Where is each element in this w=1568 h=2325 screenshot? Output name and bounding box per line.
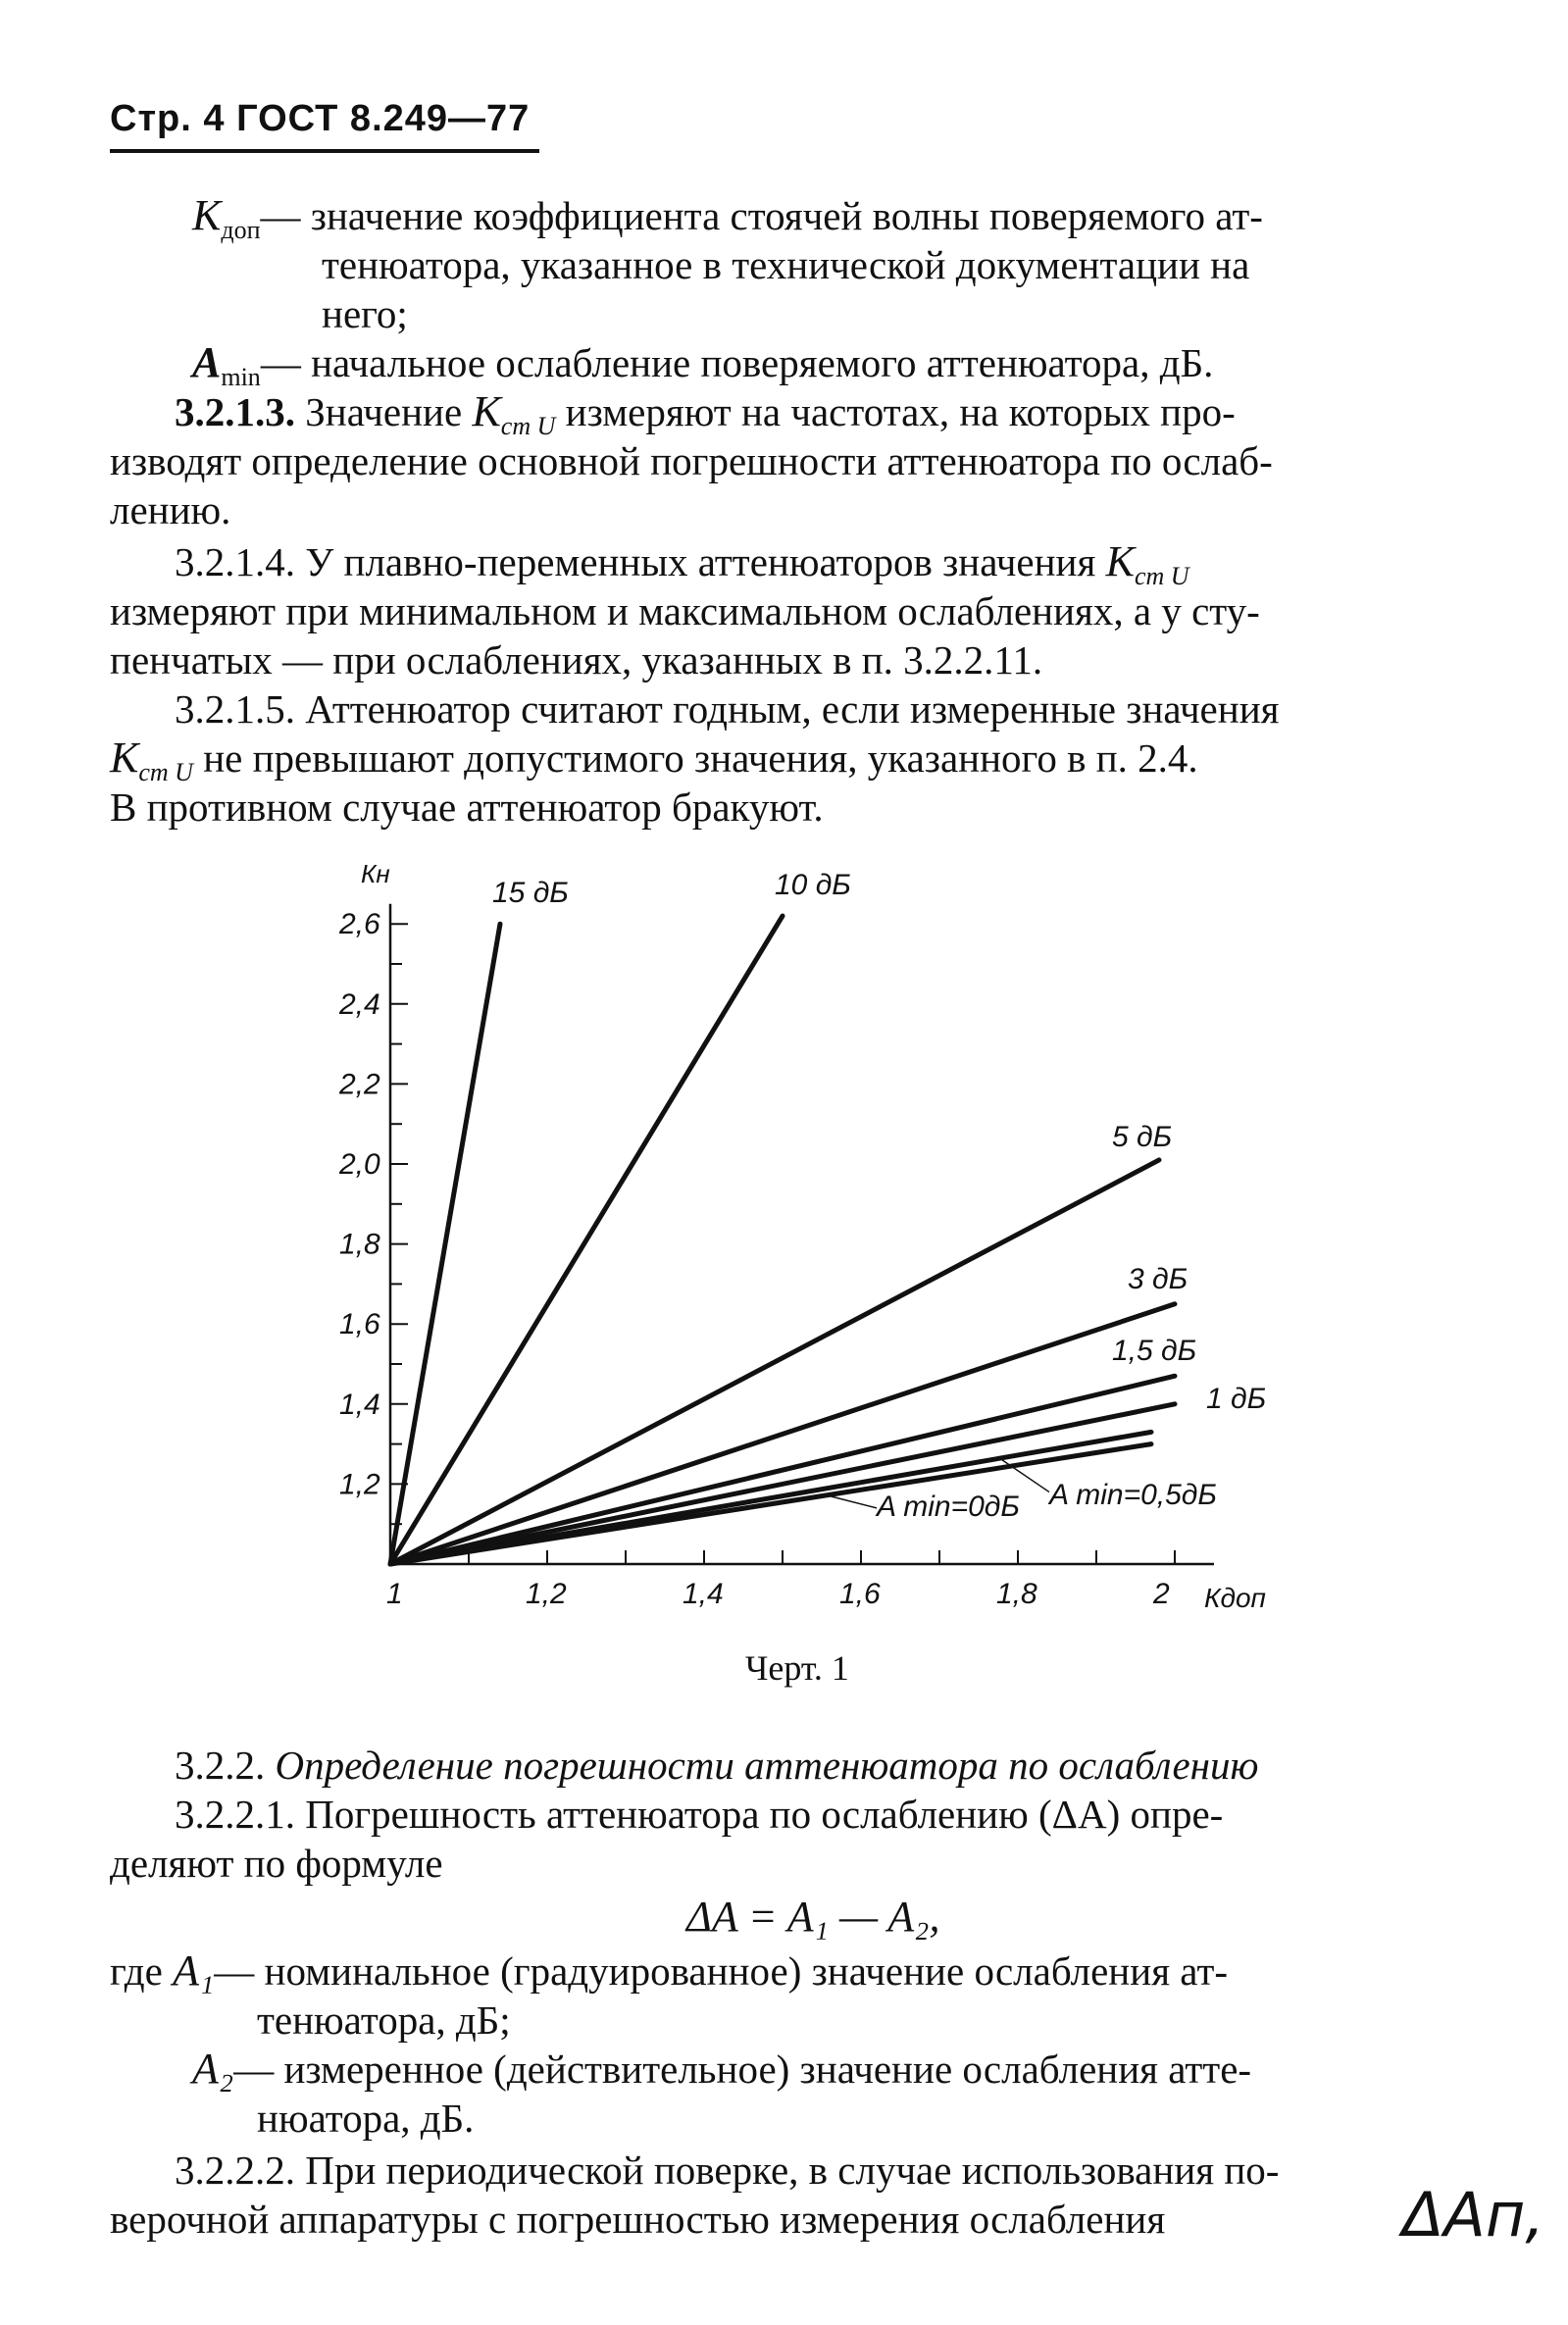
series-line xyxy=(390,1304,1175,1564)
y-tick-label: 2,4 xyxy=(339,987,380,1021)
annotation-amin-0: A min=0дБ xyxy=(877,1491,1020,1524)
p322-heading: 3.2.2. Определение погрешности аттенюатора по ослаблению xyxy=(175,1743,1259,1788)
p3221-line2: деляют по формуле xyxy=(110,1841,443,1886)
series-line xyxy=(390,916,783,1564)
annotation-leader xyxy=(830,1496,877,1508)
def-kdop-line2: тенюатора, указанное в технической документации на xyxy=(322,242,1250,287)
y-tick-label: 2,2 xyxy=(339,1068,380,1101)
p3215-line3: В противном случае аттенюатор бракуют. xyxy=(110,784,824,830)
x-tick-label: 1,8 xyxy=(996,1578,1037,1610)
annotation-amin-05: A min=0,5дБ xyxy=(1049,1478,1217,1511)
chart-kn-vs-kdop xyxy=(333,843,1275,1628)
p3214-line2: измеряют при минимальном и максимальном ослаблениях, а у сту- xyxy=(110,588,1260,633)
y-axis-label: Кн xyxy=(361,859,390,888)
p3215-line1: 3.2.1.5. Аттенюатор считают годным, если измеренные значения xyxy=(175,686,1280,732)
where-a2-line1: A₂— измеренное (действительное) значение ослабления атте- xyxy=(192,2045,1252,2093)
where-a1-line1: где A₁— номинальное (градуированное) значение ослабления ат- xyxy=(110,1946,1229,1995)
x-tick-label: 1,6 xyxy=(839,1578,881,1610)
series-label: 10 дБ xyxy=(775,869,851,902)
p3214-line3: пенчатых — при ослаблениях, указанных в п. 3.2.2.11. xyxy=(110,637,1043,682)
formula: ΔA = A₁ — A₂, xyxy=(686,1893,940,1941)
series-label: 1,5 дБ xyxy=(1112,1335,1197,1368)
y-tick-label: 2,6 xyxy=(339,908,380,941)
y-tick-label: 1,6 xyxy=(339,1308,380,1341)
p3214-line1: 3.2.1.4. У плавно-переменных аттенюаторов значения $K_{ст U}$ xyxy=(175,537,1189,591)
y-tick-label: 1,8 xyxy=(339,1228,380,1261)
series-label: 5 дБ xyxy=(1112,1120,1173,1153)
p3221-line1: 3.2.2.1. Погрешность аттенюатора по ослаблению (ΔA) опре- xyxy=(175,1792,1224,1837)
series-line xyxy=(390,1376,1175,1564)
y-tick-label: 2,0 xyxy=(339,1148,380,1181)
x-tick-label: 1,4 xyxy=(683,1578,724,1610)
where-a1-line2: тенюатора, дБ; xyxy=(257,1997,511,2043)
y-tick-label: 1,2 xyxy=(339,1468,380,1501)
header-rule xyxy=(110,149,539,153)
where-a2-line2: нюатора, дБ. xyxy=(257,2096,475,2141)
def-kdop-line1: $K_{доп}—$ значение коэффициента стоячей волны поверяемого ат- xyxy=(192,191,1263,245)
series-label: 3 дБ xyxy=(1128,1262,1189,1295)
series-label: 15 дБ xyxy=(492,877,569,910)
p3222-line1: 3.2.2.2. При периодической поверке, в случае использования по- xyxy=(175,2148,1280,2193)
p3213-line3: лению. xyxy=(110,487,231,532)
def-kdop-line3: него; xyxy=(322,291,408,336)
x-tick-label: 1,2 xyxy=(526,1578,567,1610)
x-tick-label: 2 xyxy=(1153,1578,1170,1610)
page-header: Стр. 4 ГОСТ 8.249—77 xyxy=(110,98,531,139)
x-tick-label: 1 xyxy=(386,1578,403,1610)
p3222-line2: верочной аппаратуры с погрешностью измерения ослабления xyxy=(110,2197,1166,2242)
p3213-line1: 3.2.1.3. Значение $K_{ст U}$ измеряют на частотах, на которых про- xyxy=(175,387,1236,441)
p3213-line2: изводят определение основной погрешности аттенюатора по ослаб- xyxy=(110,438,1273,483)
x-axis-label: Кдоп xyxy=(1204,1583,1266,1613)
handwritten-note: ΔAп, xyxy=(1402,2179,1545,2250)
chart-series xyxy=(390,916,1175,1564)
figure-caption: Черт. 1 xyxy=(745,1648,849,1688)
p3215-line2: $K_{ст U}$ не превышают допустимого значения, указанного в п. 2.4. xyxy=(110,733,1198,787)
def-amin-line: $A_{min}—$ начальное ослабление поверяемого аттенюатора, дБ. xyxy=(192,338,1214,392)
y-tick-label: 1,4 xyxy=(339,1388,380,1421)
series-label: 1 дБ xyxy=(1206,1382,1267,1415)
